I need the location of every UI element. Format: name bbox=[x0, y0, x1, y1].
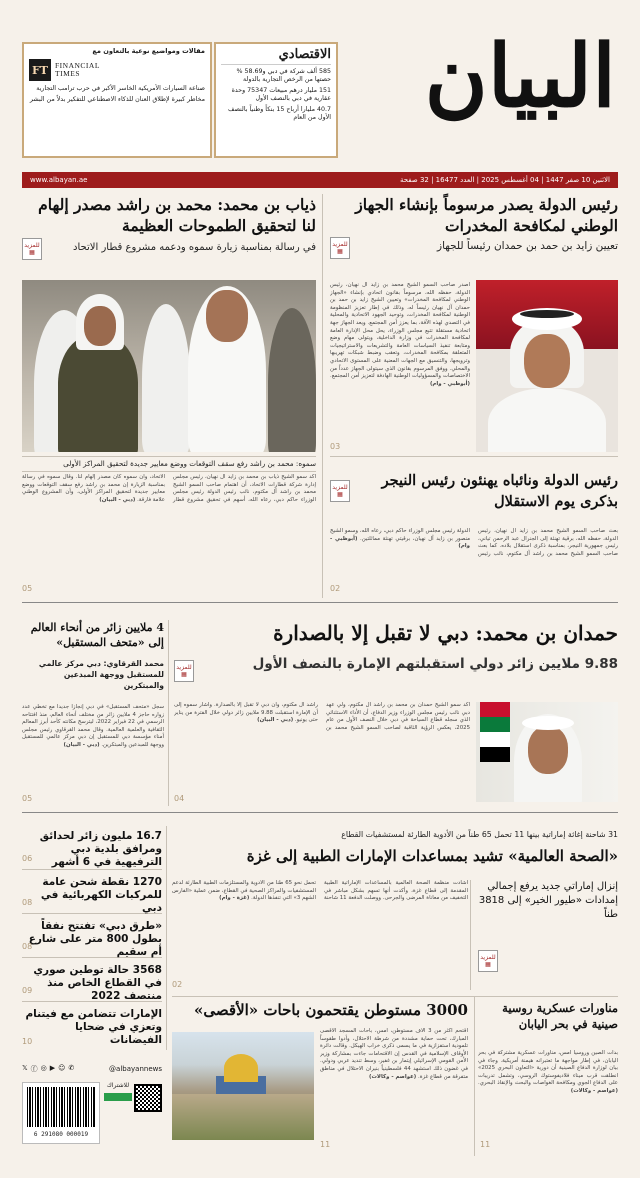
brief-item[interactable]: 16.7 مليون زائر لحدائق ومرافق بلدية دبي الترفيهية في 6 أشهر 06 bbox=[22, 826, 162, 870]
ft-item[interactable]: مخاطر كبيرة لإطلاق العنان للذكاء الاصطناعي للتفكير بدلاً من البشر bbox=[29, 96, 205, 103]
brief-item[interactable]: 1270 نقطة شحن عامة للمركبات الكهربائية في دبي 08 bbox=[22, 870, 162, 914]
facebook-icon[interactable]: ⓕ bbox=[30, 1065, 38, 1073]
story1-subtitle: تعيين زايد بن حمد بن حمدان رئيساً للجهاز bbox=[437, 240, 618, 252]
barcode-number: 6 291080 000019 bbox=[33, 1131, 89, 1138]
more-button[interactable]: للمزيد ▦ bbox=[330, 480, 350, 502]
social-handle[interactable]: @albayannews bbox=[109, 1065, 162, 1073]
story4-subtitle: 9.88 ملايين زائر دولي استقبلتهم الإمارة بالنصف الأول bbox=[252, 656, 618, 672]
briefs-list bbox=[22, 826, 162, 1050]
page-ref[interactable]: 03 bbox=[330, 442, 341, 451]
brief-item[interactable]: «طرق دبي» تفتتح نفقاً بطول 800 متر على شارع أم سقيم 08 bbox=[22, 914, 162, 958]
issue-date: الاثنين 10 صفر 1447 | 04 أغسطس 2025 | العدد 16477 | 32 صفحة bbox=[399, 176, 610, 184]
page-ref[interactable]: 11 bbox=[320, 1140, 331, 1149]
story8-headline[interactable]: مناورات عسكرية روسية صينية في بحر اليابان bbox=[502, 1001, 618, 1031]
story2-subtitle: في رسالة بمناسبة زيارة سموه ودعمه مشروع قطار الاتحاد bbox=[73, 242, 316, 253]
story4-headline[interactable]: حمدان بن محمد: دبي لا تقبل إلا بالصدارة bbox=[273, 621, 618, 645]
story2-headline[interactable]: ذياب بن محمد: محمد بن راشد مصدر إلهام لنا لتحقيق الطموحات العظيمة bbox=[38, 195, 316, 235]
side-story-headline[interactable]: إنزال إماراتي جديد يرفع إجمالي إمدادات «طيور الخير» إلى 3818 طناً bbox=[478, 881, 618, 920]
story3-headline[interactable]: رئيس الدولة ونائباه يهنئون رئيس النيجر بذكرى يوم الاستقلال bbox=[381, 472, 618, 510]
newspaper-logo[interactable]: البيان bbox=[424, 26, 616, 127]
brief-item[interactable]: الإمارات تتضامن مع فيتنام وتعزي في ضحايا الفيضانات 10 bbox=[22, 1008, 162, 1046]
snapchat-icon[interactable]: ☺ bbox=[58, 1064, 66, 1072]
more-button[interactable]: للمزيد ▦ bbox=[174, 660, 194, 682]
story8-body: بدأت الصين وروسيا أمس، مناورات عسكرية مشتركة في بحر اليابان، في إطار مواجهة ما تعتبرانه هيمنة أمريكية. وجاء في بيان لوزارة الدفاع الصينية أن دورية «التعاون البحري 2025» انطلقت قرب ميناء فلاديفوستوك الروسي، وتشمل تدريبات على الدفاع الجوي ومكافحة الغواصات والبحث والإنقاذ البحري. (عواصم - وكالات) bbox=[478, 1050, 618, 1094]
date-bar bbox=[22, 172, 618, 188]
story6-strap: 31 شاحنة إغاثة إماراتية بينها 11 تحمل 65 طناً من الأدوية الطارئة لمستشفيات القطاع bbox=[341, 830, 618, 839]
barcode bbox=[22, 1082, 100, 1144]
social-bar bbox=[22, 1062, 162, 1076]
ft-logo-icon: FT bbox=[29, 59, 51, 81]
story7-headline[interactable]: 3000 مستوطن يقتحمون باحات «الأقصى» bbox=[194, 1001, 468, 1019]
ft-logo-line1: FINANCIAL bbox=[55, 61, 100, 70]
ft-header: مقالات ومواضيع نوعية بالتعاون مع bbox=[92, 47, 205, 55]
story1-body: أصدر صاحب السمو الشيخ محمد بن زايد آل نهيان، رئيس الدولة، حفظه الله، مرسوماً بقانون اتحادي بإنشاء «الجهاز الوطني لمكافحة المخدرات» وتعيين الشيخ زايد بن حمد بن حمدان آل نهيان رئيساً له، وذلك في إطار تعزيز المنظومة الوطنية لمكافحة المخدرات، وتوحيد الجهود الاتحادية والمحلية في التصدي لهذه الآفة، بما يعزز أمن المجتمع. ويعد الجهاز جهة اتحادية مستقلة تتبع مجلس الوزراء، يحل محل الإدارة العامة لمكافحة المخدرات في وزارة الداخلية، ويتولى مهام وضع ومتابعة تنفيذ السياسات العامة والتشريعات والاستراتيجيات المتعلقة بمكافحة المخدرات، وتعقب وضبط شبكات تهريبها وترويجها، والتنسيق مع الجهات المعنية على المستوى الاتحادي والمحلي. ووفق المرسوم بقانون الذي سيتولى الجهاز عدداً من الاختصاصات والمسؤوليات الوطنية الهادفة لتعزيز أمن المجتمع. (أبوظبي - وام) bbox=[330, 282, 470, 387]
aqsa-photo bbox=[172, 1032, 314, 1140]
economy-item[interactable]: 585 ألف شركة في دبي و58.69 % حصتها من الرخص التجارية بالدولة bbox=[236, 68, 331, 83]
hamdan-photo bbox=[476, 702, 618, 802]
story2-photo bbox=[22, 280, 316, 452]
whatsapp-icon[interactable]: ✆ bbox=[68, 1064, 75, 1072]
story5-body: سجل «متحف المستقبل» في دبي إنجازاً جديداً مع تخطي عدد زواره حاجز 4 ملايين زائر من مختلف أنحاء العالم، منذ افتتاحه الرسمي في 22 فبراير 2022، ليترسخ مكانته كأحد أبرز المعالم الثقافية والعلمية العالمية. وقال محمد القرقاوي رئيس مجلس أمناء مؤسسة دبي للمستقبل إن دبي مركز عالمي للمستقبل ووجهة للمبدعين والمبتكرين. (دبي - البيان) bbox=[22, 704, 164, 748]
story3-body: بعث صاحب السمو الشيخ محمد بن زايد آل نهيان، رئيس الدولة، حفظه الله، برقية تهنئة إلى الجنرال عبد الرحمن تياني، رئيس جمهورية النيجر، بمناسبة ذكرى استقلال بلاده. كما بعث صاحب السمو الشيخ محمد بن راشد آل مكتوم، نائب رئيس الدولة رئيس مجلس الوزراء حاكم دبي، رعاه الله، وسمو الشيخ منصور بن زايد آل نهيان، برقيتي تهنئة مماثلتين. (أبوظبي - وام) bbox=[330, 528, 618, 557]
story2-caption: سموه: محمد بن راشد رفع سقف التوقعات ووضع معايير جديدة لتحقيق المراكز الأولى bbox=[63, 459, 316, 468]
economy-title: الاقتصادي bbox=[221, 47, 331, 65]
more-button[interactable]: للمزيد ▦ bbox=[22, 238, 42, 260]
story4-body: أكد سمو الشيخ حمدان بن محمد بن راشد آل مكتوم، ولي عهد دبي نائب رئيس مجلس الوزراء وزير الدفاع، أن الأداء الاستثنائي الذي سجله قطاع السياحة في دبي خلال النصف الأول من عام 2025، يعكس الرؤية الثاقبة لصاحب السمو الشيخ محمد بن راشد آل مكتوم، وأن دبي لا تقبل إلا بالصدارة. وأشار سموه إلى أن الإمارة استقبلت 9.88 ملايين زائر دولي خلال الفترة من يناير حتى يونيو. (دبي - البيان) bbox=[174, 702, 470, 731]
x-icon[interactable]: 𝕏 bbox=[22, 1064, 28, 1072]
more-button[interactable]: للمزيد ▦ bbox=[330, 237, 350, 259]
ft-box[interactable] bbox=[22, 42, 212, 158]
qr-code-icon[interactable] bbox=[134, 1084, 162, 1112]
story6-body: أشادت منظمة الصحة العالمية بالمساعدات الإماراتية الطبية المقدمة إلى قطاع غزة، وأكدت أنها تسهم بشكل مباشر في التخفيف من معاناة المرضى والجرحى. ووصلت الدفعة 11 شاحنة تحمل نحو 65 طناً من الأدوية والمستلزمات الطبية الطارئة لدعم المستشفيات والمراكز الصحية في القطاع، ضمن عملية «الفارس الشهم 3» التي تنفذها الدولة. (غزة - وام) bbox=[172, 880, 468, 902]
story5-subtitle: محمد القرقاوي: دبي مركز عالمي للمستقبل ووجهة المبدعين والمبتكرين bbox=[38, 659, 164, 690]
page-ref[interactable]: 05 bbox=[22, 584, 33, 593]
youtube-icon[interactable]: ▶ bbox=[49, 1064, 56, 1072]
story6-headline[interactable]: «الصحة العالمية» تشيد بمساعدات الإمارات الطبية إلى غزة bbox=[246, 847, 618, 865]
economy-item[interactable]: 151 مليار درهم مبيعات 75347 وحدة عقارية في دبي بالنصف الأول bbox=[231, 87, 331, 102]
page-ref[interactable]: 04 bbox=[174, 794, 185, 803]
story1-headline[interactable]: رئيس الدولة يصدر مرسوماً بإنشاء الجهاز الوطني لمكافحة المخدرات bbox=[355, 195, 618, 235]
story7-body: اقتحم أكثر من 3 آلاف مستوطن، أمس، باحات المسجد الأقصى المبارك، تحت حماية مشددة من شرطة الاحتلال، وأدوا طقوساً تلمودية استفزازية في ما يسمى ذكرى خراب الهيكل. وقالت دائرة الأوقاف الإسلامية في القدس إن الاقتحامات جاءت بمشاركة وزير الأمن القومي الإسرائيلي إيتمار بن غفير، وسط تنديد عربي ودولي. في غضون ذلك استشهد 44 فلسطينياً بنيران الاحتلال في مناطق متفرقة من قطاع غزة. (عواصم - وكالات) bbox=[320, 1028, 468, 1080]
ft-logo bbox=[29, 59, 205, 81]
brief-item[interactable]: 3568 حالة توطين صوري في القطاع الخاص منذ منتصف 2022 09 bbox=[22, 958, 162, 1002]
story5-headline[interactable]: 4 ملايين زائر من أنحاء العالم إلى «متحف المستقبل» bbox=[30, 621, 164, 649]
instagram-icon[interactable]: ◎ bbox=[40, 1064, 47, 1072]
president-photo bbox=[476, 280, 618, 452]
page-ref[interactable]: 05 bbox=[22, 794, 33, 803]
economy-item[interactable]: 40.7 مليارا أرباح 15 بنكاً وطنياً بالنصف الأول من العام bbox=[228, 106, 331, 121]
story2-body: أكد سمو الشيخ ذياب بن محمد بن زايد آل نهيان، رئيس مجلس إدارة شركة قطارات الاتحاد، أن اهتمام صاحب السمو الشيخ محمد بن راشد آل مكتوم، نائب رئيس الدولة رئيس مجلس الوزراء حاكم دبي، رعاه الله، أسهم في تحقيق مشروع قطار الاتحاد، وأن سموه كان مصدر إلهام لنا. وقال سموه في رسالة بمناسبة الزيارة إن محمد بن راشد رفع سقف التوقعات ووضع معايير جديدة لتحقيق المراكز الأولى، وأن المشروع الوطني علامة فارقة. (دبي - البيان) bbox=[22, 474, 316, 503]
ft-item[interactable]: صناعة السيارات الأمريكية الخاسر الأكبر في حرب ترامب التجارية bbox=[36, 85, 205, 92]
whatsapp-icon bbox=[104, 1093, 132, 1101]
page-ref[interactable]: 02 bbox=[330, 584, 341, 593]
economy-box[interactable] bbox=[214, 42, 338, 158]
more-button[interactable]: للمزيد ▦ bbox=[478, 950, 498, 972]
page-ref[interactable]: 11 bbox=[480, 1140, 491, 1149]
ft-logo-line2: TIMES bbox=[55, 69, 80, 78]
website-link[interactable]: www.albayan.ae bbox=[30, 176, 88, 184]
subscribe-box[interactable]: للاشتراك bbox=[104, 1082, 132, 1122]
page-ref[interactable]: 02 bbox=[172, 980, 183, 989]
